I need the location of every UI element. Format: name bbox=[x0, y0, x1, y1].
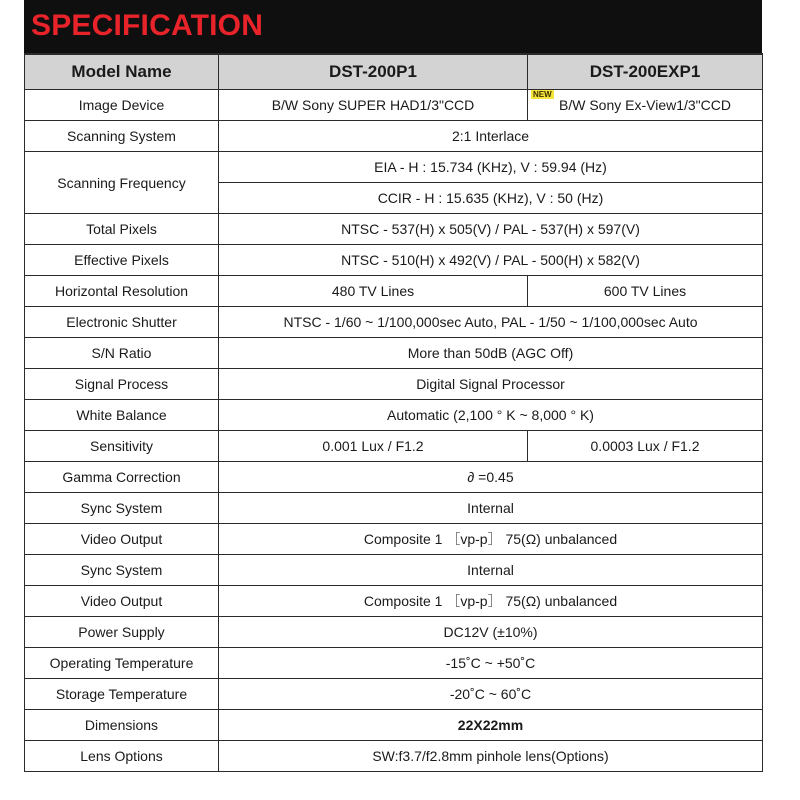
row-label: Total Pixels bbox=[25, 214, 219, 245]
row-value: Composite 1 ［vp-p］ 75(Ω) unbalanced bbox=[219, 524, 763, 555]
row-signal-process bbox=[25, 369, 763, 400]
row-video-output bbox=[25, 586, 763, 617]
row-value: More than 50dB (AGC Off) bbox=[219, 338, 763, 369]
row-label: Gamma Correction bbox=[25, 462, 219, 493]
row-power-supply bbox=[25, 617, 763, 648]
row-label: Lens Options bbox=[25, 741, 219, 772]
row-horizontal-resolution bbox=[25, 276, 763, 307]
row-storage-temperature bbox=[25, 679, 763, 710]
row-value: -20˚C ~ 60˚C bbox=[219, 679, 763, 710]
row-value: Internal bbox=[219, 493, 763, 524]
row-total-pixels bbox=[25, 214, 763, 245]
row-scanning-frequency-eia bbox=[25, 152, 763, 183]
new-badge: NEW bbox=[533, 90, 552, 99]
row-label: S/N Ratio bbox=[25, 338, 219, 369]
header-model-2: DST-200EXP1 bbox=[528, 54, 763, 90]
row-sync-system bbox=[25, 555, 763, 586]
row-operating-temperature bbox=[25, 648, 763, 679]
value-model-1: 480 TV Lines bbox=[219, 276, 528, 307]
row-label: Video Output bbox=[25, 586, 219, 617]
row-value: Automatic (2,100 ° K ~ 8,000 ° K) bbox=[219, 400, 763, 431]
row-label: Electronic Shutter bbox=[25, 307, 219, 338]
row-white-balance bbox=[25, 400, 763, 431]
row-value: -15˚C ~ +50˚C bbox=[219, 648, 763, 679]
page-title: SPECIFICATION bbox=[31, 9, 264, 42]
header-model-1: DST-200P1 bbox=[219, 54, 528, 90]
row-label: Horizontal Resolution bbox=[25, 276, 219, 307]
table-header-row bbox=[25, 54, 763, 90]
row-label: Sync System bbox=[25, 555, 219, 586]
row-sn-ratio bbox=[25, 338, 763, 369]
value-model-2: B/W Sony Ex-View1/3"CCD bbox=[559, 97, 731, 113]
value-model-1: 0.001 Lux / F1.2 bbox=[219, 431, 528, 462]
row-value: DC12V (±10%) bbox=[219, 617, 763, 648]
row-label: Scanning Frequency bbox=[25, 152, 219, 214]
row-effective-pixels bbox=[25, 245, 763, 276]
header-model-name: Model Name bbox=[25, 54, 219, 90]
value-model-2: 600 TV Lines bbox=[528, 276, 763, 307]
value-model-1: B/W Sony SUPER HAD1/3"CCD bbox=[219, 90, 528, 121]
row-value: 2:1 Interlace bbox=[219, 121, 763, 152]
row-value: SW:f3.7/f2.8mm pinhole lens(Options) bbox=[219, 741, 763, 772]
row-video-output bbox=[25, 524, 763, 555]
row-value: NTSC - 1/60 ~ 1/100,000sec Auto, PAL - 1/50 ~ 1/100,000sec Auto bbox=[219, 307, 763, 338]
specification-table bbox=[24, 53, 763, 772]
row-gamma-correction bbox=[25, 462, 763, 493]
row-value: NTSC - 537(H) x 505(V) / PAL - 537(H) x 597(V) bbox=[219, 214, 763, 245]
title-banner bbox=[24, 0, 762, 53]
row-image-device bbox=[25, 90, 763, 121]
row-value: NTSC - 510(H) x 492(V) / PAL - 500(H) x 582(V) bbox=[219, 245, 763, 276]
row-label: Signal Process bbox=[25, 369, 219, 400]
row-label: Sensitivity bbox=[25, 431, 219, 462]
row-value-ccir: CCIR - H : 15.635 (KHz), V : 50 (Hz) bbox=[219, 183, 763, 214]
row-sensitivity bbox=[25, 431, 763, 462]
row-value: Internal bbox=[219, 555, 763, 586]
row-value: Composite 1 ［vp-p］ 75(Ω) unbalanced bbox=[219, 586, 763, 617]
row-label: Sync System bbox=[25, 493, 219, 524]
row-scanning-system bbox=[25, 121, 763, 152]
value-model-2-cell bbox=[528, 90, 763, 121]
row-lens-options bbox=[25, 741, 763, 772]
row-value-eia: EIA - H : 15.734 (KHz), V : 59.94 (Hz) bbox=[219, 152, 763, 183]
row-electronic-shutter bbox=[25, 307, 763, 338]
row-value: 22X22mm bbox=[219, 710, 763, 741]
row-sync-system bbox=[25, 493, 763, 524]
row-value: ∂ =0.45 bbox=[219, 462, 763, 493]
row-label: Video Output bbox=[25, 524, 219, 555]
row-value: Digital Signal Processor bbox=[219, 369, 763, 400]
row-label: Operating Temperature bbox=[25, 648, 219, 679]
row-label: White Balance bbox=[25, 400, 219, 431]
row-label: Scanning System bbox=[25, 121, 219, 152]
row-label: Power Supply bbox=[25, 617, 219, 648]
row-label: Dimensions bbox=[25, 710, 219, 741]
row-label: Image Device bbox=[25, 90, 219, 121]
value-model-2: 0.0003 Lux / F1.2 bbox=[528, 431, 763, 462]
row-label: Storage Temperature bbox=[25, 679, 219, 710]
row-label: Effective Pixels bbox=[25, 245, 219, 276]
row-dimensions bbox=[25, 710, 763, 741]
